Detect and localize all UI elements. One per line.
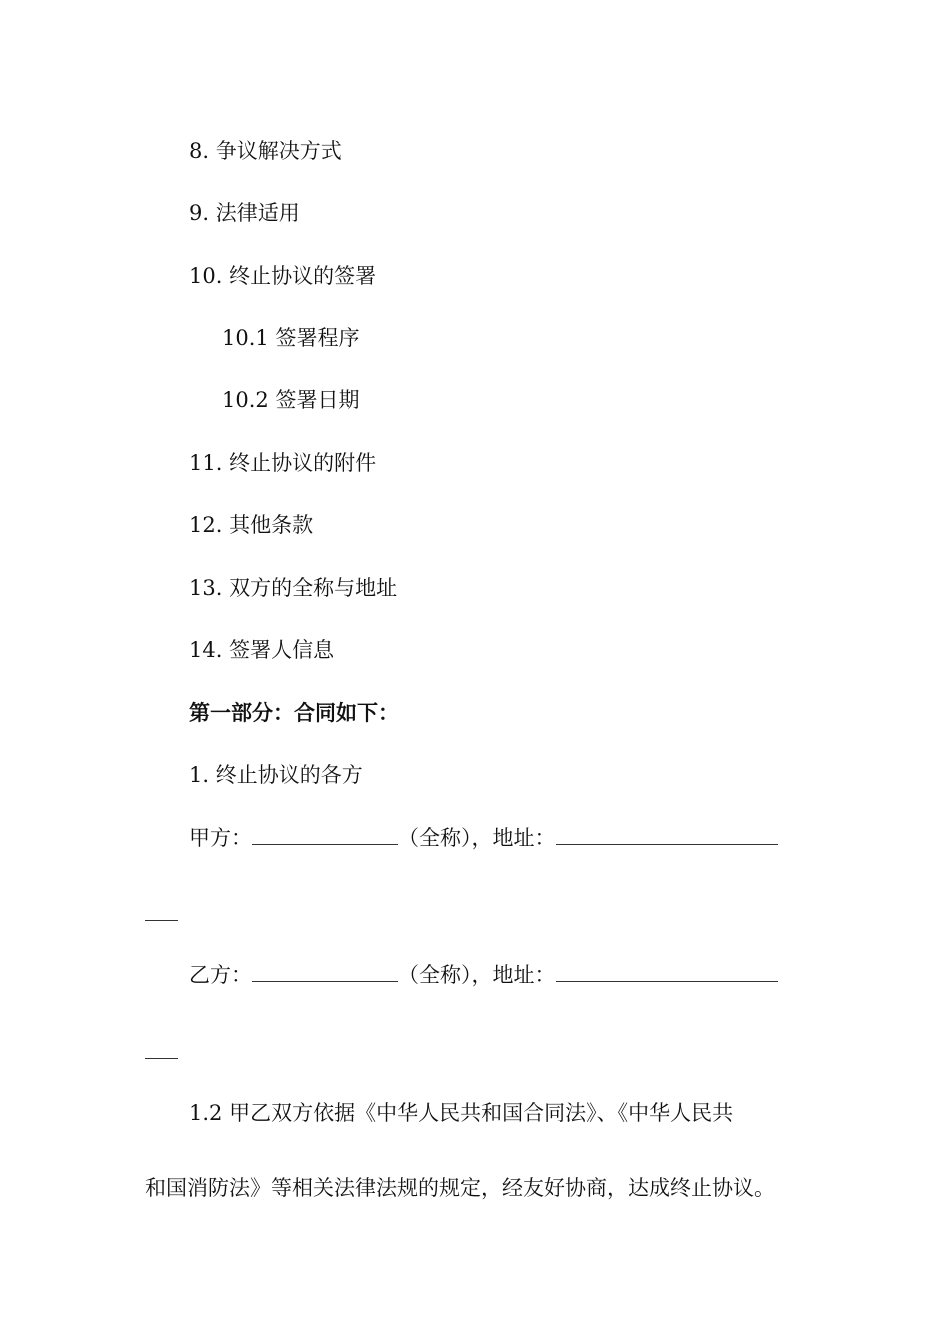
clause-1-heading: 1. 终止协议的各方 [189, 763, 363, 787]
party-a-line [189, 824, 778, 852]
party-a-label: 甲方： [189, 826, 252, 850]
section-heading: 第一部分：合同如下： [189, 701, 399, 725]
party-b-name-blank[interactable] [252, 961, 398, 982]
toc-item-9: 9. 法律适用 [189, 201, 300, 225]
party-b-line [189, 961, 778, 989]
party-b-address-blank-continued[interactable] [145, 1058, 178, 1059]
clause-1-2-line-2: 和国消防法》等相关法律法规的规定，经友好协商，达成终止协议。 [145, 1176, 775, 1200]
party-a-address-blank[interactable] [556, 824, 778, 845]
toc-item-12: 12. 其他条款 [189, 513, 314, 537]
toc-item-10-1: 10.1 签署程序 [222, 326, 360, 350]
toc-item-13: 13. 双方的全称与地址 [189, 576, 398, 600]
party-a-name-blank[interactable] [252, 824, 398, 845]
party-b-note: （全称），地址： [398, 963, 556, 987]
party-b-address-blank[interactable] [556, 961, 778, 982]
toc-item-14: 14. 签署人信息 [189, 638, 335, 662]
clause-1-2-line-1: 1.2 甲乙双方依据《中华人民共和国合同法》、《中华人民共 [189, 1101, 734, 1125]
toc-item-10-2: 10.2 签署日期 [222, 388, 360, 412]
toc-item-10: 10. 终止协议的签署 [189, 264, 377, 288]
toc-item-11: 11. 终止协议的附件 [189, 451, 377, 475]
toc-item-8: 8. 争议解决方式 [189, 139, 342, 163]
party-a-address-blank-continued[interactable] [145, 920, 178, 921]
party-b-label: 乙方： [189, 963, 252, 987]
party-a-note: （全称），地址： [398, 826, 556, 850]
